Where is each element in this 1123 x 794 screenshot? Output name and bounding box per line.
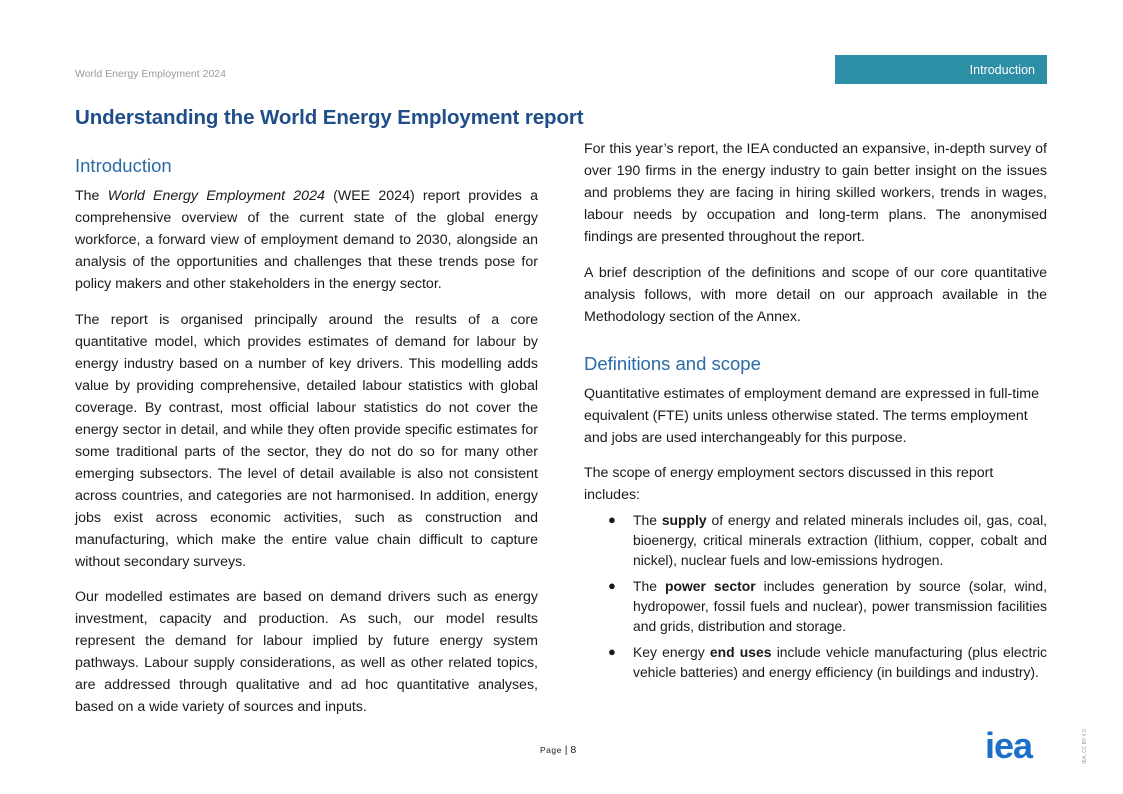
right-paragraph-4-block (584, 462, 1047, 506)
iea-logo (985, 731, 1048, 761)
bullet-text-pre: The (633, 578, 665, 594)
intro-paragraph-1 (75, 185, 538, 295)
right-paragraph-2-block (584, 262, 1047, 328)
definitions-heading-block (584, 353, 1047, 375)
scope-intro-paragraph: A brief description of the definitions and scope of our core quantitative analysis follows, with more detail on our approach available in the Methodology section of the Annex. (584, 265, 1047, 325)
list-item (606, 576, 1047, 636)
list-item (606, 510, 1047, 570)
bullet-text-post: include vehicle manufacturing (plus electric vehicle batteries) and energy efficiency (in buildings and industry). (633, 644, 1047, 680)
left-column (75, 155, 538, 177)
page-separator: | (561, 744, 571, 756)
scope-bullet-list (606, 510, 1047, 688)
intro-paragraph-3-block (75, 586, 538, 718)
page-title: Understanding the World Energy Employment report (75, 106, 584, 129)
intro-paragraph-3: Our modelled estimates are based on demand drivers such as energy investment, capacity and production. As such, our model results represent the demand for labour implied by future energy system pathways. Labour supply considerations, as well as other related topics, are addressed through qualitative and ad hoc quantitative analyses, based on a wide variety of sources and inputs. (75, 589, 538, 715)
bullet-icon: ● (608, 578, 616, 593)
intro-paragraph-1-block (75, 185, 538, 295)
fte-paragraph: Quantitative estimates of employment demand are expressed in full-time equivalent (FTE) units unless otherwise stated. The terms employment and jobs are used interchangeably for this purpose. (584, 386, 1040, 446)
p1-post: (WEE 2024) report provides a comprehensive overview of the current state of the global energy workforce, a forward view of employment demand to 2030, alongside an analysis of the opportunities and challenges that these trends pose for policy makers and other stakeholders in the energy sector. (75, 188, 538, 292)
intro-paragraph-2: The report is organised principally around the results of a core quantitative model, which provides estimates of demand for labour by energy industry based on a number of key drivers. This modelling adds value by providing comprehensive, detailed labour statistics with global coverage. By contrast, most official labour statistics do not cover the energy sector in detail, and while they often provide specific estimates for some traditional parts of the sector, they do not do so for many other emerging subsectors. The level of detail available is also not consistent across countries, and categories are not harmonised. In addition, energy jobs exist across economic activities, such as construction and manufacturing, which make the entire value chain difficult to capture without secondary surveys. (75, 312, 538, 570)
right-paragraph-1-block (584, 138, 1047, 248)
right-paragraph-3-block (584, 383, 1047, 449)
survey-paragraph: For this year’s report, the IEA conducted an expansive, in-depth survey of over 190 firms in the energy industry to gain better insight on the issues and problems they are facing in hiring skilled workers, trends in wages, labour needs by occupation and long-term plans. The anonymised findings are presented throughout the report. (584, 141, 1047, 245)
running-title: World Energy Employment 2024 (75, 68, 226, 80)
section-tab: Introduction (835, 55, 1047, 84)
bullet-icon: ● (608, 644, 616, 659)
page-label: Page (540, 745, 562, 755)
page-number (540, 744, 576, 756)
bullet-bold-term: supply (661, 512, 707, 528)
bullet-text-pre: Key energy (633, 644, 710, 660)
intro-paragraph-2-block (75, 309, 538, 573)
list-item (606, 642, 1047, 682)
page-number-value: 8 (570, 744, 577, 756)
bullet-text-pre: The (633, 512, 662, 528)
section-heading-definitions: Definitions and scope (584, 353, 761, 374)
scope-list-intro: The scope of energy employment sectors discussed in this report includes: (584, 465, 994, 503)
bullet-bold-term: power sector (664, 578, 756, 594)
p1-pre: The (75, 188, 108, 204)
bullet-bold-term: end uses (709, 644, 772, 660)
logo-text: iea (985, 731, 1033, 761)
bullet-icon: ● (608, 512, 616, 527)
bullet-text-post: of energy and related minerals includes oil, gas, coal, bioenergy, critical minerals extraction (lithium, copper, cobalt and nickel), nuclear fuels and low-emissions hydrogen. (633, 512, 1048, 568)
bullet-text-post: includes generation by source (solar, wind, hydropower, fossil fuels and nuclear), power transmission facilities and grids, distribution and storage. (633, 578, 1047, 634)
section-heading-introduction: Introduction (75, 155, 172, 176)
report-title-italic: World Energy Employment 2024 (107, 188, 325, 204)
license-note: IEA. CC BY 4.0. (1082, 728, 1088, 764)
